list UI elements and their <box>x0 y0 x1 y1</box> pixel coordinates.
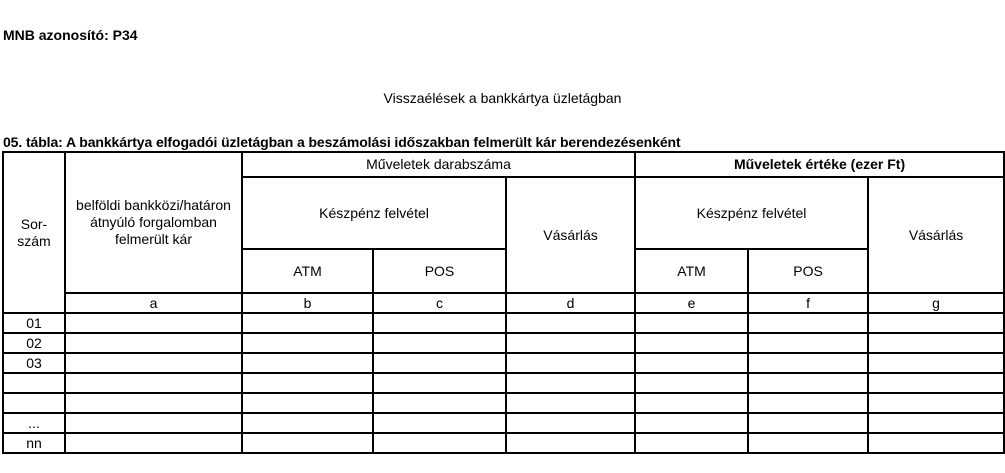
letter-a: a <box>65 293 242 313</box>
sorszam-header-label: Sor-szám <box>17 215 51 249</box>
table-cell[interactable] <box>635 333 748 353</box>
table-caption: 05. tábla: A bankkártya elfogadói üzletágban a beszámolási időszakban felmerült kár berendezésenként <box>3 134 681 150</box>
table-cell[interactable] <box>373 433 506 453</box>
table-cell[interactable] <box>635 313 748 333</box>
keszpenz-header-2: Készpénz felvétel <box>635 177 868 249</box>
table-cell[interactable] <box>868 313 1004 333</box>
sorszam-header <box>3 152 65 313</box>
table-cell[interactable] <box>242 353 373 373</box>
table-cell[interactable] <box>868 393 1004 413</box>
table-cell[interactable] <box>748 413 868 433</box>
table-row <box>3 333 1004 353</box>
table-cell[interactable] <box>242 333 373 353</box>
table-cell[interactable] <box>65 333 242 353</box>
vasarlas-header-1: Vásárlás <box>506 177 635 293</box>
vasarlas-header-2: Vásárlás <box>868 177 1004 293</box>
table-row <box>3 433 1004 453</box>
table-cell[interactable] <box>65 313 242 333</box>
table-cell[interactable] <box>506 413 635 433</box>
table-cell[interactable] <box>868 333 1004 353</box>
keszpenz-header-1: Készpénz felvétel <box>242 177 506 249</box>
table-cell[interactable] <box>242 433 373 453</box>
table-cell[interactable] <box>635 413 748 433</box>
letter-f: f <box>748 293 868 313</box>
table-cell[interactable] <box>373 313 506 333</box>
letter-row <box>3 293 1004 313</box>
page-title: Visszaélések a bankkártya üzletágban <box>383 90 622 106</box>
table-cell[interactable] <box>506 313 635 333</box>
table-cell[interactable] <box>635 353 748 373</box>
table-cell[interactable] <box>65 353 242 373</box>
table-row <box>3 353 1004 373</box>
letter-e: e <box>635 293 748 313</box>
letter-b: b <box>242 293 373 313</box>
table-cell[interactable] <box>242 313 373 333</box>
table-cell[interactable] <box>373 353 506 373</box>
table-row <box>3 313 1004 333</box>
table-row <box>3 373 1004 393</box>
table-cell[interactable] <box>635 433 748 453</box>
table-cell[interactable] <box>748 353 868 373</box>
table-cell[interactable] <box>748 333 868 353</box>
pos-header-2: POS <box>748 249 868 293</box>
table-cell[interactable] <box>506 373 635 393</box>
table-cell[interactable] <box>635 373 748 393</box>
table-row <box>3 413 1004 433</box>
letter-c: c <box>373 293 506 313</box>
table-cell[interactable] <box>373 333 506 353</box>
belfoldi-header-label: belföldi bankközi/határon átnyúló forgalomban felmerült kár <box>76 197 231 247</box>
table-cell[interactable] <box>506 433 635 453</box>
row-number: ... <box>3 413 65 433</box>
table-cell[interactable] <box>242 413 373 433</box>
table-cell[interactable] <box>635 393 748 413</box>
table-cell[interactable] <box>65 393 242 413</box>
table-cell[interactable] <box>748 393 868 413</box>
table-row <box>3 393 1004 413</box>
header-row-1 <box>3 152 1004 177</box>
table-cell[interactable] <box>868 373 1004 393</box>
row-number: 03 <box>3 353 65 373</box>
atm-header-1: ATM <box>242 249 373 293</box>
table-cell[interactable] <box>242 393 373 413</box>
table-cell[interactable] <box>65 373 242 393</box>
letter-d: d <box>506 293 635 313</box>
table-cell[interactable] <box>373 393 506 413</box>
table-cell[interactable] <box>748 313 868 333</box>
darabszam-group-header: Műveletek darabszáma <box>242 152 635 177</box>
table-cell[interactable] <box>65 413 242 433</box>
letter-g: g <box>868 293 1004 313</box>
row-number: nn <box>3 433 65 453</box>
ertek-group-header: Műveletek értéke (ezer Ft) <box>635 152 1004 177</box>
table-cell[interactable] <box>242 373 373 393</box>
table-cell[interactable] <box>868 433 1004 453</box>
table-cell[interactable] <box>748 433 868 453</box>
row-number: 02 <box>3 333 65 353</box>
table-cell[interactable] <box>65 433 242 453</box>
belfoldi-header <box>65 152 242 293</box>
row-number <box>3 393 65 413</box>
atm-header-2: ATM <box>635 249 748 293</box>
table-cell[interactable] <box>506 353 635 373</box>
table-cell[interactable] <box>868 353 1004 373</box>
table-cell[interactable] <box>373 373 506 393</box>
pos-header-1: POS <box>373 249 506 293</box>
table-cell[interactable] <box>748 373 868 393</box>
report-table <box>2 151 1005 454</box>
table-cell[interactable] <box>868 413 1004 433</box>
row-number: 01 <box>3 313 65 333</box>
row-number <box>3 373 65 393</box>
table-cell[interactable] <box>506 333 635 353</box>
table-cell[interactable] <box>373 413 506 433</box>
table-cell[interactable] <box>506 393 635 413</box>
mnb-identifier: MNB azonosító: P34 <box>3 27 138 43</box>
